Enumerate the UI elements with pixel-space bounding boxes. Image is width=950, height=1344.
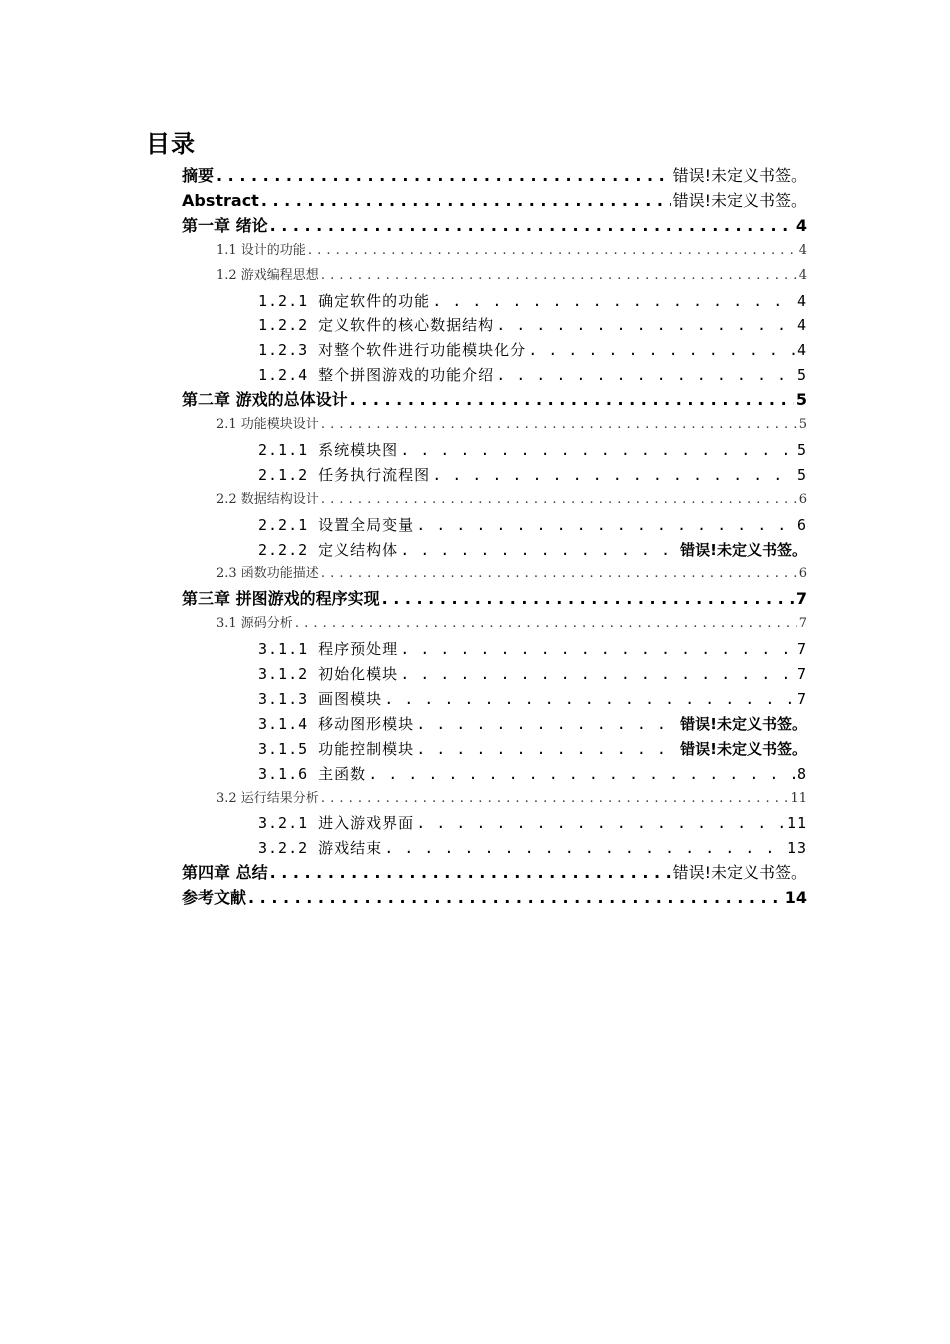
toc-entry-page-number: 6 (798, 566, 807, 582)
toc-dot-leader (248, 886, 783, 910)
toc-entry[interactable] (258, 762, 807, 786)
toc-entry-label: 3.2 运行结果分析 (216, 790, 319, 806)
toc-entry[interactable] (258, 289, 807, 313)
toc-dot-leader (216, 164, 671, 188)
toc-entry-label: 1.1 设计的功能 (216, 242, 306, 258)
toc-entry[interactable] (258, 836, 807, 860)
toc-entry[interactable] (216, 413, 807, 437)
toc-entry-label: 第二章 游戏的总体设计 (182, 390, 348, 410)
toc-entry-page-number: 8 (796, 764, 807, 783)
toc-dot-leader (416, 737, 678, 761)
toc-entry[interactable] (182, 189, 807, 213)
toc-entry-page-number: 5 (796, 366, 807, 385)
toc-entry-label: 1.2.1 确定软件的功能 (258, 291, 431, 310)
toc-dot-leader (496, 363, 795, 387)
toc-dot-leader (270, 861, 671, 885)
toc-dot-leader (416, 811, 785, 835)
toc-dot-leader (416, 712, 678, 736)
toc-dot-leader (321, 787, 789, 811)
toc-entry-page-number: 7 (795, 589, 807, 609)
toc-entry-label: 3.2.1 进入游戏界面 (258, 814, 415, 833)
toc-entry-page-number: 4 (798, 242, 807, 258)
toc-entry[interactable] (182, 886, 807, 910)
toc-entry-label: 3.1.1 程序预处理 (258, 640, 399, 659)
toc-entry-label: 3.1.4 移动图形模块 (258, 714, 415, 733)
toc-dot-leader (382, 587, 794, 611)
toc-entry[interactable] (258, 438, 807, 462)
toc-entry[interactable] (258, 637, 807, 661)
toc-entry[interactable] (258, 313, 807, 337)
toc-entry-label: 2.2 数据结构设计 (216, 491, 319, 507)
toc-entry[interactable] (258, 662, 807, 686)
toc-entry[interactable] (216, 787, 807, 811)
toc-entry-error-text: 错误!未定义书签。 (680, 714, 807, 733)
toc-entry-label: 1.2.3 对整个软件进行功能模块化分 (258, 341, 527, 360)
toc-dot-leader (321, 264, 797, 288)
toc-entry-label: 2.2.2 定义结构体 (258, 540, 399, 559)
toc-dot-leader (270, 214, 794, 238)
toc-entry[interactable] (216, 488, 807, 512)
toc-entry[interactable] (182, 164, 807, 188)
toc-dot-leader (384, 687, 795, 711)
toc-entry-label: 参考文献 (182, 888, 247, 908)
toc-entry-error-text: 错误!未定义书签。 (672, 166, 807, 185)
toc-entry-page-number: 11 (786, 814, 807, 833)
toc-entry-label: 第四章 总结 (182, 863, 268, 883)
toc-entry-label: Abstract (182, 190, 259, 210)
toc-entry-label: 第三章 拼图游戏的程序实现 (182, 589, 380, 609)
toc-entry-label: 1.2.4 整个拼图游戏的功能介绍 (258, 366, 495, 385)
toc-dot-leader (400, 637, 795, 661)
toc-dot-leader (321, 413, 797, 437)
toc-dot-leader (432, 289, 795, 313)
toc-entry[interactable] (182, 587, 807, 611)
toc-entry[interactable] (216, 264, 807, 288)
toc-entry-label: 2.1.2 任务执行流程图 (258, 465, 431, 484)
toc-dot-leader (432, 463, 795, 487)
toc-entry[interactable] (182, 861, 807, 885)
toc-entry[interactable] (216, 239, 807, 263)
toc-entry-page-number: 5 (798, 417, 807, 432)
toc-entry-label: 3.1.3 画图模块 (258, 689, 383, 708)
toc-entry-label: 3.1.6 主函数 (258, 764, 367, 783)
toc-entry[interactable] (258, 737, 807, 761)
toc-entry-label: 3.2.2 游戏结束 (258, 839, 383, 858)
toc-entry-label: 1.2 游戏编程思想 (216, 267, 319, 283)
toc-entry[interactable] (258, 363, 807, 387)
toc-entry[interactable] (258, 687, 807, 711)
toc-entry[interactable] (258, 338, 807, 362)
toc-entry-page-number: 7 (796, 689, 807, 708)
toc-entry-page-number: 4 (796, 341, 807, 360)
toc-entry[interactable] (258, 811, 807, 835)
toc-entry[interactable] (182, 388, 807, 412)
toc-entry-page-number: 13 (786, 839, 807, 858)
toc-entry-page-number: 4 (796, 291, 807, 310)
toc-entry-label: 2.2.1 设置全局变量 (258, 515, 415, 534)
toc-entry-error-text: 错误!未定义书签。 (680, 540, 807, 559)
toc-dot-leader (400, 438, 795, 462)
toc-entry-label: 1.2.2 定义软件的核心数据结构 (258, 316, 495, 335)
toc-dot-leader (321, 488, 797, 512)
toc-entry-label: 3.1.2 初始化模块 (258, 665, 399, 683)
toc-entry-error-text: 错误!未定义书签。 (672, 863, 807, 883)
toc-entry[interactable] (216, 562, 807, 586)
toc-entry-label: 第一章 绪论 (182, 215, 268, 235)
toc-entry[interactable] (258, 463, 807, 487)
toc-title: 目录 (146, 130, 196, 158)
toc-dot-leader (496, 313, 795, 337)
toc-dot-leader (308, 239, 797, 263)
toc-entry-page-number: 7 (798, 616, 807, 632)
toc-entry[interactable] (216, 612, 807, 636)
toc-entry-page-number: 7 (796, 640, 807, 659)
toc-entry-page-number: 5 (795, 390, 807, 410)
toc-entry-label: 3.1 源码分析 (216, 616, 293, 632)
toc-entry-error-text: 错误!未定义书签。 (672, 190, 807, 210)
toc-dot-leader (384, 836, 785, 860)
toc-entry-page-number: 14 (784, 888, 807, 908)
toc-dot-leader (416, 513, 795, 537)
toc-entry-page-number: 11 (790, 790, 807, 806)
toc-entry-error-text: 错误!未定义书签。 (680, 739, 807, 758)
toc-entry-page-number: 6 (798, 491, 807, 507)
toc-entry[interactable] (258, 712, 807, 736)
toc-entry-label: 摘要 (182, 166, 215, 185)
toc-dot-leader (261, 189, 671, 213)
toc-dot-leader (350, 388, 794, 412)
toc-dot-leader (400, 538, 678, 562)
toc-dot-leader (321, 562, 797, 586)
toc-entry[interactable] (182, 214, 807, 238)
toc-entry-page-number: 5 (796, 440, 807, 459)
toc-dot-leader (528, 338, 795, 362)
toc-entry-page-number: 4 (798, 267, 807, 283)
toc-entry-page-number: 4 (796, 316, 807, 335)
toc-entry-page-number: 7 (796, 665, 807, 683)
toc-entry-label: 3.1.5 功能控制模块 (258, 739, 415, 758)
toc-entry-label: 2.1 功能模块设计 (216, 417, 319, 432)
toc-entry-page-number: 6 (796, 515, 807, 534)
toc-entry[interactable] (258, 513, 807, 537)
toc-entry-label: 2.1.1 系统模块图 (258, 440, 399, 459)
toc-entry[interactable] (258, 538, 807, 562)
toc-dot-leader (295, 612, 797, 636)
toc-dot-leader (400, 662, 795, 686)
toc-entry-page-number: 5 (796, 465, 807, 484)
toc-dot-leader (368, 762, 795, 786)
toc-entry-page-number: 4 (795, 215, 807, 235)
toc-entry-label: 2.3 函数功能描述 (216, 566, 319, 582)
